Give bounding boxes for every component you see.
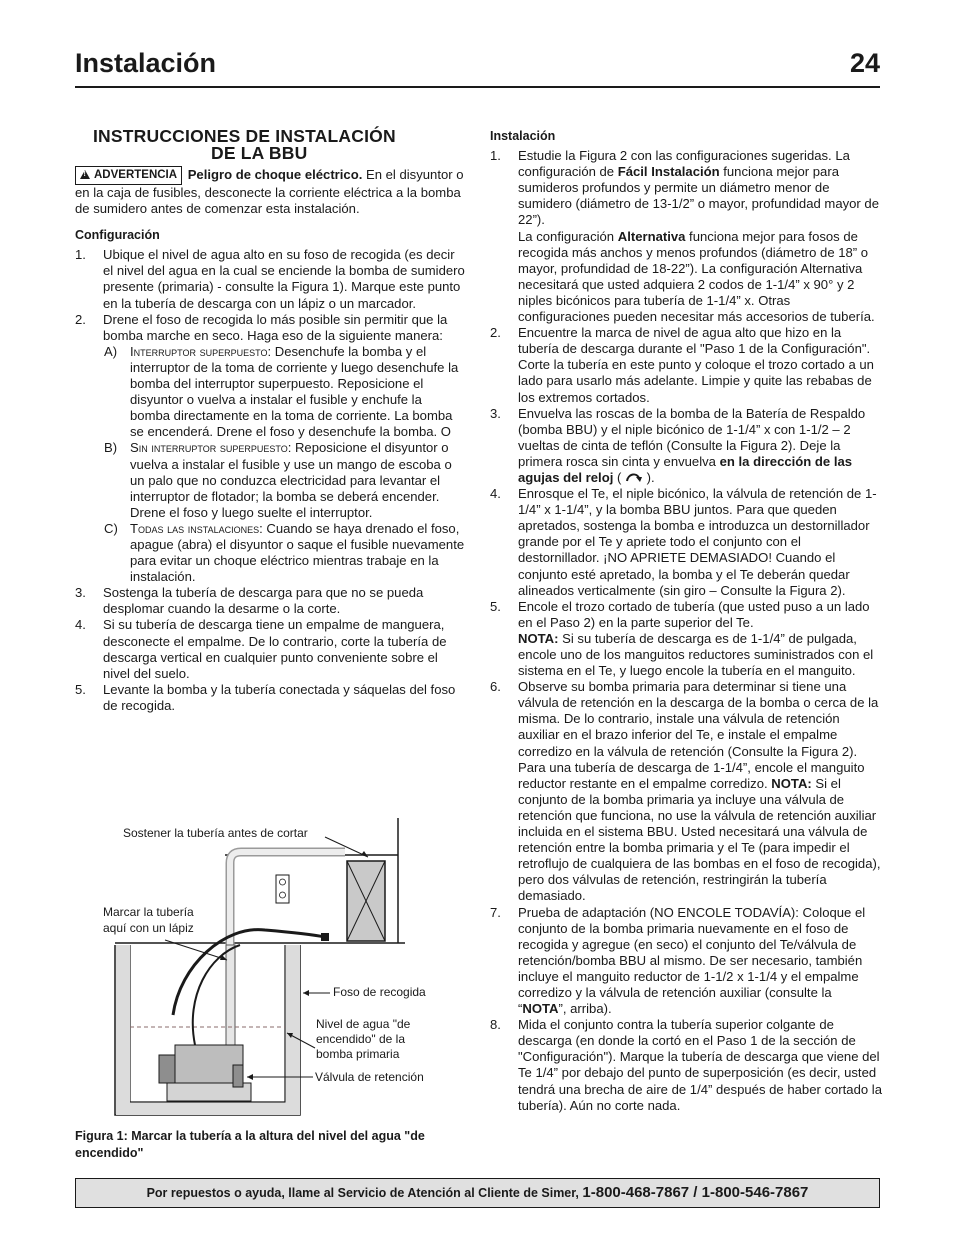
label-hold-pipe: Sostener la tubería antes de cortar <box>123 826 308 840</box>
list-item <box>490 679 882 904</box>
note-label: NOTA: <box>771 775 812 791</box>
step-text: Enrosque el Te, el niple bicónico, la válvula de retención de 1-1/4” x 1-1/4”, y la bomba BBU juntos. Para que queden apretados, sostenga la bomba e introduzca un destornillador grande por el Te y apriete todo el conjunto con el destornillador. ¡NO APRIETE DEMASIADO! Cuando el conjunto esté apretado, la bomba y el Te deberán quedar alineados verticalmente (sin giro – Consulte la Figura 2). <box>518 486 877 598</box>
step-number: 1. <box>75 247 86 263</box>
step-text: Envuelva las roscas de la bomba de la Batería de Respaldo (bomba BBU) y el niple bicónico de 1-1/4” x con 1-1/2 – 2 vueltas de cinta de teflón (Consulte la Figura 2). Deje la primera rosca sin cinta y envuelva <box>518 405 866 469</box>
pit-shading <box>116 1103 300 1115</box>
warning-bold: Peligro de choque eléctrico. <box>187 167 363 182</box>
section-title-line-2: DE LA BBU <box>211 143 308 163</box>
pit-shading <box>286 945 300 1115</box>
label-water-level-2: encendido" de la <box>316 1032 405 1046</box>
left-column <box>75 128 465 714</box>
warning-badge-label: ADVERTENCIA <box>94 169 178 181</box>
step-text: Estudie la Figura 2 con las configuraciones sugeridas. La configuración de <box>518 148 850 180</box>
label-mark-pipe-1: Marcar la tubería <box>103 905 194 919</box>
check-valve <box>233 1065 243 1087</box>
label-pit: Foso de recogida <box>333 985 426 999</box>
step-bold: Alternativa <box>617 228 686 244</box>
list-item <box>75 312 465 344</box>
clockwise-arrow-icon <box>625 471 643 483</box>
label-check-valve: Válvula de retención <box>315 1070 424 1084</box>
substep-letter: C) <box>104 520 118 536</box>
page-header <box>75 48 880 88</box>
leader-arrow <box>361 851 368 857</box>
step-text: Mida el conjunto contra la tubería superior colgante de descarga (en donde la cortó en el Paso 1 de la sección de "Configuración"). Marque la tubería de descarga que viene del Te 1/4” por debajo del punto de superposición (es decir, usted tendrá una brecha de aire de 1/4” después de haber cortado la tubería). Aún no corte nada. <box>518 1017 882 1113</box>
install-steps <box>490 148 882 1114</box>
step-text: ). <box>642 469 655 485</box>
step-text: Si su tubería de descarga es de 1-1/4” de pulgada, encole uno de los manguitos reductores suministrados con el sistema en el Te, y luego encole la tubería en el manguito. <box>518 630 874 679</box>
list-item <box>75 585 465 617</box>
list-item <box>490 486 882 599</box>
step-number: 3. <box>75 585 86 601</box>
step-text: Sostenga la tubería de descarga para que no se pueda desplomar cuando la desarme o la corte. <box>103 585 424 617</box>
step-text: Drene el foso de recogida lo más posible sin permitir que la bomba marche en seco. Haga eso de la siguiente manera: <box>103 311 448 343</box>
step-text: Levante la bomba y la tubería conectada y sáquelas del foso de recogida. <box>103 681 456 713</box>
warning-text: En el disyuntor o en la caja de fusibles, desconecte la corriente eléctrica a la bomba de sumidero antes de comenzar esta instalación. <box>75 167 464 217</box>
leader-arrow <box>303 990 309 996</box>
note-label: NOTA <box>522 1001 559 1017</box>
substep-label: Interruptor superpuesto <box>130 343 268 359</box>
list-item <box>75 617 465 681</box>
section-title-line-1: INSTRUCCIONES DE INSTALACIÓN <box>93 126 396 146</box>
substep-letter: A) <box>104 343 118 359</box>
footer-help-bar <box>75 1178 880 1208</box>
step-number: 4. <box>75 617 86 633</box>
section-title <box>93 128 465 162</box>
float-switch <box>159 1055 175 1083</box>
step-number: 7. <box>490 904 501 920</box>
step-text: Si el conjunto de la bomba primaria ya incluye una válvula de retención que funciona, no use la válvula de retención auxiliar incluida en el sistema BBU. Usted necesitará una válvula de retención entre la bomba primaria y el Te (para impedir el retroflujo de cualquiera de las bombas en el foso de recogida), pero dos válvulas de retención, restringirán la tubería demasiado. <box>518 775 881 904</box>
config-steps <box>75 247 465 344</box>
step-text: Observe su bomba primaria para determinar si tiene una válvula de retención en la descarga de la bomba o cerca de la misma. De lo contrario, instale una válvula de retención auxiliar en el brazo inferior del Te, e instale el empalme corredizo en la válvula de retención (Consulte la Figura 2). Para una tubería de descarga de 1-1/4”, encole el manguito reductor restante en el empalme corredizo. <box>518 679 879 791</box>
substep-label: Sin interruptor superpuesto <box>130 440 288 456</box>
pit-shading <box>116 945 130 1115</box>
list-item <box>490 905 882 1018</box>
config-steps-continued <box>75 585 465 714</box>
label-water-level-1: Nivel de agua "de <box>316 1017 411 1031</box>
install-heading: Instalación <box>490 129 556 143</box>
label-water-level-3: bomba primaria <box>316 1047 400 1061</box>
warning-triangle-icon <box>80 170 90 179</box>
list-item <box>75 682 465 714</box>
substep-text: : Desenchufe la bomba y el interruptor de la toma de corriente y luego desenchufe la bomba del interruptor superpuesto. Reposicione el disyuntor o vuelva a instalar el fusible y enchufe la bomba directamente en la toma de corriente. La bomba se encenderá. Drene el foso y desenchufe la bomba. O <box>130 343 459 440</box>
step-text: ( <box>613 469 625 485</box>
list-item <box>490 325 882 405</box>
list-item <box>75 344 465 441</box>
step-text: Encuentre la marca de nivel de agua alto que hizo en la tubería de descarga durante el "Paso 1 de la Configuración". Corte la tubería en este punto y coloque el trozo cortado a un lado para usarlo más adelante. Limpie y quite las rebabas de los extremos cortados. <box>518 325 874 405</box>
plug <box>321 933 329 941</box>
step-number: 1. <box>490 148 501 164</box>
step-text: Encole el trozo cortado de tubería (que usted puso a un lado en el Paso 2) en la parte superior del Te. <box>518 598 870 630</box>
note-label: NOTA: <box>518 630 559 646</box>
step-text: Ubique el nivel de agua alto en su foso de recogida (es decir el nivel del agua en la cual se enciende la bomba de sumidero presente (primaria) - consulte la Figura 1). Marque este punto en la tubería de descarga con un lápiz o un marcador. <box>103 247 465 311</box>
page-number: 24 <box>849 48 880 78</box>
footer-phone-numbers: 1-800-468-7867 / 1-800-546-7867 <box>582 1184 809 1201</box>
list-item <box>75 247 465 311</box>
step-number: 3. <box>490 405 501 421</box>
substep-letter: B) <box>104 440 118 456</box>
step-bold: Fácil Instalación <box>617 164 720 180</box>
substep-text: : Reposicione el disyuntor o vuelva a instalar el fusible y use un mango de escoba o un palo que no conduzca electricidad para levantar el interruptor de flotador; la bomba se deberá encender. Drene el foso y luego suelte el interruptor. <box>130 440 452 520</box>
list-item <box>490 599 882 679</box>
step-number: 6. <box>490 679 501 695</box>
step-text: funciona mejor para sumideros profundos y permite un diámetro menor de sumidero (diámetro de 13-1/2” o mayor, profundidad mayor de 22”). <box>518 164 879 228</box>
substep-label: Todas las instalaciones <box>130 520 260 536</box>
config-heading: Configuración <box>75 228 160 243</box>
warning-badge <box>75 166 182 185</box>
right-column <box>490 128 882 1114</box>
step-text: Si su tubería de descarga tiene un empalme de manguera, desconecte el empalme. De lo contrario, corte la tubería de descarga vertical en cualquier punto conveniente sobre el nivel del suelo. <box>103 617 447 681</box>
leader-arrow <box>247 1074 253 1080</box>
step-number: 8. <box>490 1017 501 1033</box>
step-bold: en la dirección de las agujas del reloj <box>518 453 853 485</box>
list-item <box>75 521 465 585</box>
step-text: Prueba de adaptación (NO ENCOLE TODAVÍA): Coloque el conjunto de la bomba primaria nuevamente en el foso de recogida y agregue (en seco) el conjunto del Te/válvula de retención/bomba BBU al mismo. De ser necesario, también incluye el manguito reductor de 1-1/2 x 1-1/4 y el empalme corredizo y la válvula de retención auxiliar (consulte la “ <box>518 904 866 1017</box>
list-item <box>75 440 465 520</box>
substep-text: : Cuando se haya drenado el foso, apague (abra) el disyuntor o saque el fusible nuevamente para evitar un choque eléctrico mientras trabaje en la instalación. <box>130 520 465 585</box>
step-number: 4. <box>490 486 501 502</box>
figure-caption: Figura 1: Marcar la tubería a la altura del nivel del agua "de encendido" <box>75 1129 425 1160</box>
step-text: funciona mejor para fosos de recogida más anchos y menos profundos (diámetro de 18” o mayor, profundidad de 18-22”). La configuración Alternativa necesitará que usted adquiera 2 codos de 1-1/4” x 90° y 2 niples bicónicos para tubería de 1-1/4” x. Otras configuraciones pueden necesitar más accesorios de tubería. <box>518 228 875 325</box>
list-item <box>490 1017 882 1114</box>
step-number: 2. <box>75 311 86 327</box>
step-number: 5. <box>75 681 86 697</box>
footer-text: Por repuestos o ayuda, llame al Servicio de Atención al Cliente de Simer, <box>146 1186 583 1200</box>
step-number: 5. <box>490 598 501 614</box>
figure-1 <box>75 815 465 1160</box>
step-text: ”, arriba). <box>558 1001 612 1017</box>
list-item <box>490 406 882 486</box>
step-text: La configuración <box>518 228 618 244</box>
warning-paragraph <box>75 166 465 217</box>
page-title: Instalación <box>75 48 217 78</box>
config-substeps <box>75 344 465 585</box>
label-mark-pipe-2: aquí con un lápiz <box>103 921 194 935</box>
list-item <box>490 148 882 325</box>
step-number: 2. <box>490 325 501 341</box>
